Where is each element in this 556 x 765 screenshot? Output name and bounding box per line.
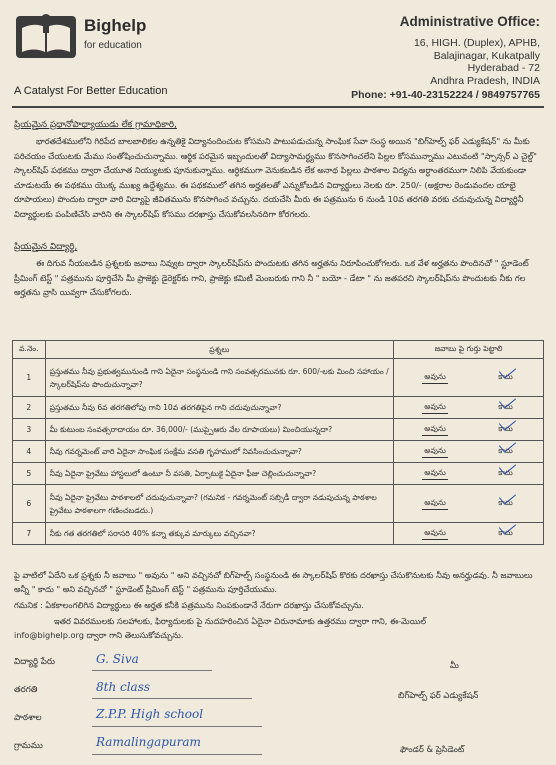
table-header-row xyxy=(13,341,544,359)
field-value-village[interactable]: Ramalingapuram xyxy=(96,735,201,749)
answer-options xyxy=(398,402,539,414)
answer-no-label: కాదు xyxy=(498,424,513,433)
answer-cell xyxy=(394,441,544,463)
answer-cell xyxy=(394,359,544,397)
col-header-answer: జవాబు పై గుర్తు పెట్టాలి xyxy=(394,341,544,359)
answer-no-option[interactable] xyxy=(496,498,515,509)
answer-yes-option[interactable]: అవును xyxy=(422,446,448,458)
field-underline xyxy=(92,754,262,755)
answer-no-label: కాదు xyxy=(498,372,513,381)
col-header-number: వ.నెం. xyxy=(13,341,46,359)
answer-no-option[interactable] xyxy=(496,402,515,413)
question-number: 7 xyxy=(13,523,46,545)
answer-options xyxy=(398,424,539,436)
answer-no-option[interactable] xyxy=(496,528,515,539)
table-row xyxy=(13,441,544,463)
office-title: Administrative Office: xyxy=(399,14,540,29)
answer-options xyxy=(398,446,539,458)
question-text: ప్రస్తుతము నీవు ప్రభుత్వమునుండి గాని ఏదైనా సంస్థనుండి గాని సంవత్సరమునకు రూ. 600/-లకు మించి సహాయం / స్కాలర్‌షిప్‌ను పొందుచున్నావా? xyxy=(45,359,393,397)
salutation-headmaster: ప్రియమైన ప్రధానోపాధ్యాయుడు లేక గ్రామాధికారి, xyxy=(14,120,177,130)
note-contact: ఇతర వివరములకు సలహాలకు, ఫిర్యాదులకు పై నుదహరించిన ఏదైనా చిరునామాకు ఉత్తరము ద్వారా గాని, ఈ-మెయిల్ xyxy=(54,616,427,626)
answer-cell xyxy=(394,397,544,419)
answer-options xyxy=(398,528,539,540)
answer-cell xyxy=(394,485,544,523)
answer-no-label: కాదు xyxy=(498,446,513,455)
answer-options xyxy=(398,468,539,480)
answer-options xyxy=(398,498,539,510)
answer-yes-option[interactable]: అవును xyxy=(422,498,448,510)
note-paragraph: పై వాటిలో ఏదేని ఒక ప్రశ్నకు నీ జవాబు " అవును " అని వచ్చినచో బిగ్‌హెల్ప్ సంస్థనుండి ఈ స్కాలర్‌షిప్ కొరకు దరఖాస్తు చేసుకొనుటకు నీవు అనర్హుడవు. నీ జవాబులు అన్నీ " కాదు " అని వచ్చినచో " స్టూడెంట్ ప్రీమింగ్ టెస్ట్ " పత్రమును పూర్తిచేయుము. xyxy=(14,570,533,594)
table-body xyxy=(13,359,544,545)
table-row xyxy=(13,359,544,397)
signature-org: బిగ్‌హెల్ప్ ఫర్ ఎడ్యుకేషన్ xyxy=(398,690,479,700)
field-underline xyxy=(92,698,252,699)
field-underline xyxy=(92,670,212,671)
question-text: మీ కుటుంబ సంవత్సరాదాయం రూ. 36,000/- (ముప్పైఆరు వేల రూపాయలు) మించియున్నదా? xyxy=(45,419,393,441)
question-text: ప్రస్తుతము నీవు 6వ తరగతిలోపు గాని 10వ తరగతిపైన గాని చదువుచున్నావా? xyxy=(45,397,393,419)
question-number: 1 xyxy=(13,359,46,397)
answer-no-option[interactable] xyxy=(496,372,515,383)
field-underline xyxy=(92,726,262,727)
field-label-village: గ్రామము xyxy=(14,741,43,751)
field-value-student-name[interactable]: G. Siva xyxy=(96,652,139,666)
salutation-student: ప్రియమైన విద్యార్థి, xyxy=(14,242,78,252)
answer-cell xyxy=(394,463,544,485)
answer-yes-option[interactable]: అవును xyxy=(422,424,448,436)
brand-name: Bighelp xyxy=(84,16,147,35)
question-text: నీవు గవర్నమెంట్ వారి ఏదైనా సాంఘిక సంక్షేమ వసతి గృహములో నివసించుచున్నావా? xyxy=(45,441,393,463)
field-value-class[interactable]: 8th class xyxy=(96,680,151,694)
address-line: Hyderabad - 72 xyxy=(467,62,540,75)
phone-number: Phone: +91-40-23152224 / 9849757765 xyxy=(351,89,540,102)
office-address-block xyxy=(351,14,540,101)
table-row xyxy=(13,485,544,523)
answer-no-option[interactable] xyxy=(496,468,515,479)
answer-yes-option[interactable]: అవును xyxy=(422,528,448,540)
question-number: 6 xyxy=(13,485,46,523)
field-label-school: పాఠశాల xyxy=(14,713,42,723)
question-text: నీవు ఏదైనా ప్రైవేటు హాస్టలులో ఉంటూ నీ వసతి, ఏర్పాటుకై ఏదైనా ఫీజు చెల్లించుచున్నావా? xyxy=(45,463,393,485)
address-line: Balajinagar, Kukatpally xyxy=(433,49,540,62)
answer-yes-option[interactable]: అవును xyxy=(422,468,448,480)
table-row xyxy=(13,523,544,545)
question-number: 3 xyxy=(13,419,46,441)
intro-text: భారతదేశములోని గిరిపేద బాలబాలికల ఉన్నతికై విద్యానందించుట కోసమని పాటుపడుచున్న సాంఘిక సేవా సంస్థ అయిన "బిగ్‌హెల్ప్ ఫర్ ఎడ్యుకేషన్" ను మీకు పరిచయం చేయుటకు మేము సంతోషించుచున్నాము. ఆర్థిక పరమైన ఇబ్బందులతో విద్యాసామర్థ్యము కొనసాగించలేని పిల్లల కోసమున్నాము ఎటువంటి "స్పాన్సర్ ఎ చైల్డ్" స్కాలర్‌షిప్ పథకము ద్వారా చేయూత నియ్యుటకు పూనుకున్నాము. ఆర్ధికముగా వెనుకబడిన లేక అనాథ పిల్లలు పాఠశాల విద్యను అర్ధాంతరముగా నిలిపి వేయకుండా చూడుటయే ఈ పథకము యొక్క ముఖ్య ఉద్దేశ్యము. ఈ పథకములో తగిన అర్హతలతో ఎన్నుకోబడిన విద్యార్థులు నెలకు రూ. 250/- (అక్షరాల రెండువందల యాభై రూపాయలు) పొందుట ద్వారా వారి విద్యాపై జీవితమును కొనసాగించ వచ్చును. దయచేసి మీరు ఈ పత్రమును 6 నుండి 10వ తరగతి వరకు చదువుచున్న విద్యార్థినీ విద్యార్థులకు పంపిణిచేసి వారిని ఈ స్కాలర్‌షిప్ కోసము దరఖాస్తు చేసుకోవలసినదిగా కోరగలరు. xyxy=(14,136,537,219)
eligibility-table xyxy=(12,340,544,545)
signature-title: ఫౌండర్ & ప్రెసిడెంట్ xyxy=(400,744,465,754)
answer-yes-option[interactable]: అవును xyxy=(422,402,448,414)
note-gamanika: గమనిక : ఏకకాలంగలిగిన విద్యార్థులు ఈ అర్హత కనీకి పత్రమును నింపకుండానే నేరుగా దరఖాస్తు చేసుకోవచ్చును. xyxy=(14,600,364,610)
answer-no-option[interactable] xyxy=(496,446,515,457)
student-text: ఈ దిగువ నీయబడిన ప్రశ్నలకు జవాబు నివ్వుట ద్వారా స్కాలర్‌షిప్‌ను పొందుటకు తగిన అర్హతను నిరూపించుకోగలరు. ఒక వేళ అర్హతను పొందినచో " స్టూడెంట్ ప్రీమింగ్ టెస్ట్ " పత్రమును పూర్తిచేసి మీ ప్రాజెక్టు డైరెక్టర్‌కు గాని, ప్రాజెక్టు కమిటీ మెంబరుకు గాని నీ " బయో - డేటా " ను జతపరచి స్కాలర్‌షిప్‌ను పొందుటకు నీకు గల అర్హతను వ్రాసి యివ్వగా చేసుకోగలరు. xyxy=(14,258,529,297)
tagline: A Catalyst For Better Education xyxy=(14,85,168,97)
table-row xyxy=(13,397,544,419)
address-line: Andhra Pradesh, INDIA xyxy=(430,74,540,87)
question-number: 5 xyxy=(13,463,46,485)
answer-cell xyxy=(394,523,544,545)
field-label-student-name: విద్యార్థి పేరు xyxy=(14,657,55,667)
table-row xyxy=(13,463,544,485)
table-row xyxy=(13,419,544,441)
answer-no-label: కాదు xyxy=(498,528,513,537)
answer-no-option[interactable] xyxy=(496,424,515,435)
answer-no-label: కాదు xyxy=(498,402,513,411)
answer-cell xyxy=(394,419,544,441)
question-text: నీకు గత తరగతిలో సరాసరి 40% కన్నా తక్కువ మార్కులు వచ్చినవా? xyxy=(45,523,393,545)
question-text: నీవు ఏదైనా ప్రైవేటు పాఠశాలలో చదువుచున్నావా? (గమనిక - గవర్నమెంట్ సబ్సిడీ ద్వారా నడుపుచున్న పాఠశాల ప్రైవేటు పాఠశాలగా గణించబడదు.) xyxy=(45,485,393,523)
signature-yours: మీ xyxy=(450,660,459,670)
brand-subtitle: for education xyxy=(84,40,142,51)
header-divider xyxy=(12,106,544,108)
answer-no-label: కాదు xyxy=(498,468,513,477)
note-email: info@bighelp.org ద్వారా గాని తెలుసుకోవచ్చును. xyxy=(14,630,184,640)
field-value-school[interactable]: Z.P.P. High school xyxy=(96,707,204,721)
answer-options xyxy=(398,372,539,384)
bighelp-logo-icon xyxy=(14,10,78,62)
student-paragraph xyxy=(14,256,542,300)
answer-no-label: కాదు xyxy=(498,498,513,507)
field-label-class: తరగతి xyxy=(14,685,38,695)
address-line: 16, HIGH. (Duplex), APHB, xyxy=(413,37,540,49)
question-number: 2 xyxy=(13,397,46,419)
question-number: 4 xyxy=(13,441,46,463)
intro-paragraph xyxy=(14,134,542,221)
answer-yes-option[interactable]: అవును xyxy=(422,372,448,384)
col-header-questions: ప్రశ్నలు xyxy=(45,341,393,359)
